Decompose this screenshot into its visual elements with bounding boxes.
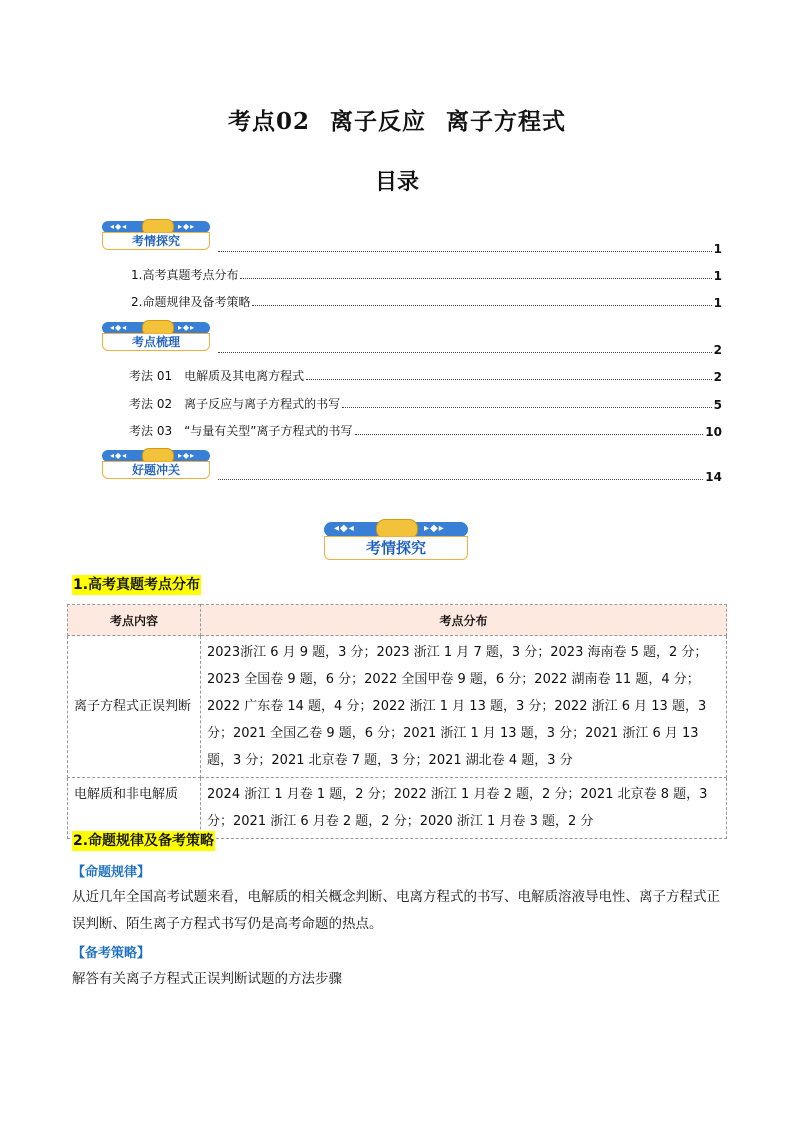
page-title [0,103,794,136]
toc-heading: 目录 [374,170,419,195]
table-cell-topic: 离子方程式正误判断 [68,636,201,778]
arrow-left-icon: ◂◆◂ [110,323,128,332]
toc-page: 1 [713,269,722,283]
section1-heading: 1.高考真题考点分布 [73,577,201,593]
toc-item-kaofa-02[interactable]: 考法 02 离子反应与离子方程式的书写 5 [129,397,722,412]
toc-item-kaofa-01[interactable]: 考法 01 电解质及其电离方程式 2 [129,369,722,384]
section-badge-label: 考情探究 [324,536,468,560]
table-header-row [68,605,727,636]
exam-distribution-table [67,604,727,839]
toc-page: 2 [713,343,722,357]
arrow-right-icon: ▸◆▸ [424,523,445,534]
arrow-right-icon: ▸◆▸ [178,323,196,332]
table-row [68,778,727,839]
toc-page: 1 [713,296,722,310]
strategy-label: 【备考策略】 [72,946,151,961]
arrow-left-icon: ◂◆◂ [110,222,128,231]
badge-kaoqing[interactable] [102,221,210,251]
title-part1: 考点 [227,109,276,135]
table-header-distribution: 考点分布 [201,605,727,636]
toc-item-haoti[interactable] [216,468,722,484]
arrow-left-icon: ◂◆◂ [110,451,128,460]
badge-label: 好题冲关 [102,461,210,479]
badge-haoti[interactable] [102,450,210,480]
toc-page: 5 [713,398,722,412]
section-badge-kaoqing [324,522,468,562]
toc-page: 1 [713,242,722,256]
toc-item-kaoqing[interactable] [216,240,722,256]
badge-kaodian[interactable] [102,322,210,352]
toc-item-2[interactable]: 2.命题规律及备考策略 1 [131,295,722,310]
toc-page: 2 [713,370,722,384]
toc-item-kaofa-03[interactable]: 考法 03 “与量有关型”离子方程式的书写 10 [129,424,722,439]
arrow-right-icon: ▸◆▸ [178,451,196,460]
table-header-topic: 考点内容 [68,605,201,636]
table-cell-topic: 电解质和非电解质 [68,778,201,839]
badge-label: 考点梳理 [102,333,210,351]
badge-label: 考情探究 [102,232,210,250]
strategy-text: 解答有关离子方程式正误判断试题的方法步骤 [72,971,342,987]
table-cell-distribution: 2024 浙江 1 月卷 1 题，2 分；2022 浙江 1 月卷 2 题，2 分；2021 北京卷 8 题，3 分；2021 浙江 6 月卷 2 题，2 分；2020 浙江 1 月卷 3 题，2 分 [201,778,727,839]
rule-text: 从近几年全国高考试题来看，电解质的相关概念判断、电离方程式的书写、电解质溶液导电性、离子方程式正误判断、陌生离子方程式书写仍是高考命题的热点。 [72,889,720,932]
title-num: 02 [275,108,310,135]
title-part3: 离子方程式 [446,109,566,135]
arrow-right-icon: ▸◆▸ [178,222,196,231]
title-part2: 离子反应 [330,109,426,135]
section2-heading: 2.命题规律及备考策略 [73,833,215,849]
toc-item-1[interactable]: 1.高考真题考点分布 1 [131,268,722,283]
table-row [68,636,727,778]
toc-item-kaodian[interactable] [216,341,722,357]
table-cell-distribution: 2023浙江 6 月 9 题，3 分；2023 浙江 1 月 7 题，3 分；2023 海南卷 5 题，2 分；2023 全国卷 9 题，6 分；2022 全国甲卷 9 题，6 分；2022 湖南卷 11 题，4 分；2022 广东卷 14 题，4 分；2022 浙江 1 月 13 题，3 分；2022 浙江 6 月 13 题，3 分；2021 全国乙卷 9 题，6 分；2021 浙江 1 月 13 题，3 分；2021 浙江 6 月 13 题，3 分；2021 北京卷 7 题，3 分；2021 湖北卷 4 题，3 分 [201,636,727,778]
toc-page: 10 [705,425,722,439]
arrow-left-icon: ◂◆◂ [334,523,355,534]
toc-page: 14 [705,470,722,484]
rule-label: 【命题规律】 [72,865,151,880]
